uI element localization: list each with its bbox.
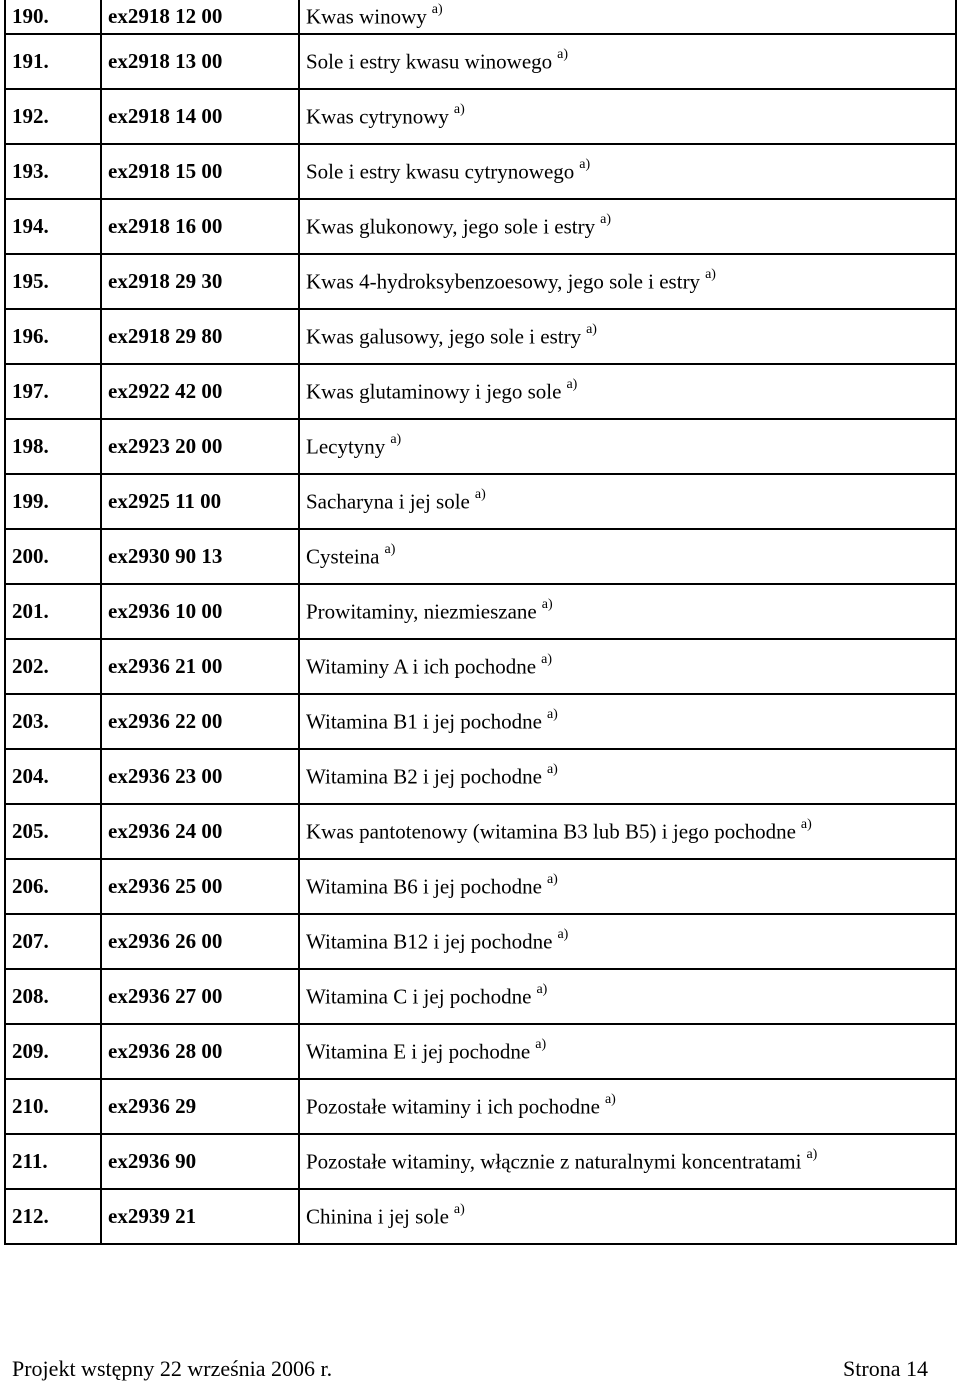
row-number: 212.	[5, 1189, 101, 1244]
footer-project-date: Projekt wstępny 22 września 2006 r.	[12, 1356, 333, 1381]
product-description: Pozostałe witaminy, włącznie z naturalnymi koncentratami	[306, 1149, 802, 1174]
footnote-marker: a)	[579, 157, 591, 173]
row-number: 193.	[5, 144, 101, 199]
tariff-table-body	[5, 0, 956, 1244]
product-description-cell	[299, 1079, 956, 1134]
product-description-cell	[299, 254, 956, 309]
product-description-cell	[299, 0, 956, 34]
product-description: Kwas galusowy, jego sole i estry	[306, 324, 582, 349]
footnote-marker: a)	[566, 377, 578, 393]
cn-code: ex2918 29 30	[101, 254, 299, 309]
row-number: 211.	[5, 1134, 101, 1189]
table-row	[5, 1024, 956, 1079]
row-number: 196.	[5, 309, 101, 364]
product-description-cell	[299, 309, 956, 364]
product-description-cell	[299, 34, 956, 89]
footnote-marker: a)	[586, 322, 597, 338]
product-description: Witamina B12 i jej pochodne	[306, 929, 553, 954]
footnote-marker: a)	[541, 597, 553, 613]
table-row	[5, 529, 956, 584]
footnote-marker: a)	[541, 652, 553, 668]
row-number: 210.	[5, 1079, 101, 1134]
product-description-cell	[299, 199, 956, 254]
product-description: Witaminy A i ich pochodne	[306, 654, 537, 679]
cn-code: ex2922 42 00	[101, 364, 299, 419]
tariff-table	[4, 0, 957, 1245]
product-description-cell	[299, 1024, 956, 1079]
cn-code: ex2918 29 80	[101, 309, 299, 364]
table-row	[5, 584, 956, 639]
product-description-cell	[299, 1134, 956, 1189]
product-description-cell	[299, 89, 956, 144]
footnote-marker: a)	[474, 487, 486, 503]
cn-code: ex2925 11 00	[101, 474, 299, 529]
table-row	[5, 1134, 956, 1189]
table-row	[5, 144, 956, 199]
row-number: 202.	[5, 639, 101, 694]
product-description-cell	[299, 364, 956, 419]
product-description: Witamina C i jej pochodne	[306, 984, 532, 1009]
product-description: Sole i estry kwasu cytrynowego	[306, 159, 575, 184]
product-description-cell	[299, 1189, 956, 1244]
cn-code: ex2936 22 00	[101, 694, 299, 749]
cn-code: ex2936 10 00	[101, 584, 299, 639]
row-number: 194.	[5, 199, 101, 254]
product-description: Sacharyna i jej sole	[306, 489, 470, 514]
product-description: Witamina B6 i jej pochodne	[306, 874, 542, 899]
product-description: Kwas pantotenowy (witamina B3 lub B5) i jego pochodne	[306, 819, 796, 844]
table-row	[5, 804, 956, 859]
product-description: Prowitaminy, niezmieszane	[306, 599, 537, 624]
footnote-marker: a)	[806, 1147, 818, 1163]
table-row	[5, 1079, 956, 1134]
cn-code: ex2923 20 00	[101, 419, 299, 474]
row-number: 207.	[5, 914, 101, 969]
product-description: Witamina B2 i jej pochodne	[306, 764, 542, 789]
cn-code: ex2936 90	[101, 1134, 299, 1189]
footnote-marker: a)	[705, 267, 716, 283]
row-number: 206.	[5, 859, 101, 914]
product-description-cell	[299, 474, 956, 529]
product-description-cell	[299, 859, 956, 914]
product-description: Kwas glukonowy, jego sole i estry	[306, 214, 596, 239]
cn-code: ex2918 15 00	[101, 144, 299, 199]
table-row	[5, 309, 956, 364]
cn-code: ex2936 28 00	[101, 1024, 299, 1079]
cn-code: ex2918 13 00	[101, 34, 299, 89]
row-number: 192.	[5, 89, 101, 144]
product-description-cell	[299, 694, 956, 749]
row-number: 208.	[5, 969, 101, 1024]
cn-code: ex2936 27 00	[101, 969, 299, 1024]
table-row	[5, 694, 956, 749]
table-row	[5, 0, 956, 34]
row-number: 205.	[5, 804, 101, 859]
footnote-marker: a)	[557, 47, 569, 63]
product-description-cell	[299, 144, 956, 199]
product-description: Kwas cytrynowy	[306, 104, 449, 129]
row-number: 199.	[5, 474, 101, 529]
cn-code: ex2936 25 00	[101, 859, 299, 914]
product-description: Pozostałe witaminy i ich pochodne	[306, 1094, 600, 1119]
footnote-marker: a)	[431, 2, 443, 18]
row-number: 195.	[5, 254, 101, 309]
cn-code: ex2936 26 00	[101, 914, 299, 969]
table-row	[5, 639, 956, 694]
row-number: 204.	[5, 749, 101, 804]
footer-page-number: Strona 14	[843, 1356, 928, 1381]
product-description: Chinina i jej sole	[306, 1204, 449, 1229]
footnote-marker: a)	[384, 542, 396, 558]
row-number: 198.	[5, 419, 101, 474]
footnote-marker: a)	[546, 872, 558, 888]
product-description: Kwas winowy	[306, 4, 427, 29]
table-row	[5, 199, 956, 254]
product-description: Lecytyny	[306, 434, 386, 459]
footnote-marker: a)	[800, 817, 812, 833]
table-row	[5, 969, 956, 1024]
footnote-marker: a)	[546, 762, 558, 778]
table-row	[5, 34, 956, 89]
product-description: Sole i estry kwasu winowego	[306, 49, 553, 74]
page-footer	[12, 1358, 928, 1380]
row-number: 203.	[5, 694, 101, 749]
row-number: 197.	[5, 364, 101, 419]
table-row	[5, 89, 956, 144]
table-row	[5, 254, 956, 309]
product-description-cell	[299, 804, 956, 859]
table-row	[5, 859, 956, 914]
cn-code: ex2936 21 00	[101, 639, 299, 694]
footnote-marker: a)	[453, 102, 465, 118]
row-number: 209.	[5, 1024, 101, 1079]
product-description-cell	[299, 749, 956, 804]
cn-code: ex2936 23 00	[101, 749, 299, 804]
cn-code: ex2918 16 00	[101, 199, 299, 254]
product-description-cell	[299, 419, 956, 474]
product-description: Witamina B1 i jej pochodne	[306, 709, 542, 734]
table-row	[5, 419, 956, 474]
cn-code: ex2939 21	[101, 1189, 299, 1244]
footnote-marker: a)	[390, 432, 402, 448]
cn-code: ex2918 12 00	[101, 0, 299, 34]
product-description-cell	[299, 529, 956, 584]
product-description: Kwas 4-hydroksybenzoesowy, jego sole i estry	[306, 269, 701, 294]
row-number: 201.	[5, 584, 101, 639]
cn-code: ex2930 90 13	[101, 529, 299, 584]
cn-code: ex2936 29	[101, 1079, 299, 1134]
footnote-marker: a)	[557, 927, 569, 943]
row-number: 200.	[5, 529, 101, 584]
row-number: 191.	[5, 34, 101, 89]
product-description-cell	[299, 914, 956, 969]
footnote-marker: a)	[535, 1037, 547, 1053]
footnote-marker: a)	[604, 1092, 616, 1108]
product-description-cell	[299, 639, 956, 694]
table-row	[5, 749, 956, 804]
product-description: Witamina E i jej pochodne	[306, 1039, 531, 1064]
footnote-marker: a)	[546, 707, 558, 723]
product-description-cell	[299, 584, 956, 639]
table-row	[5, 474, 956, 529]
row-number: 190.	[5, 0, 101, 34]
table-row	[5, 914, 956, 969]
product-description: Cysteina	[306, 544, 380, 569]
cn-code: ex2936 24 00	[101, 804, 299, 859]
footnote-marker: a)	[536, 982, 548, 998]
table-row	[5, 1189, 956, 1244]
footnote-marker: a)	[600, 212, 611, 228]
product-description: Kwas glutaminowy i jego sole	[306, 379, 562, 404]
product-description-cell	[299, 969, 956, 1024]
table-row	[5, 364, 956, 419]
footnote-marker: a)	[453, 1202, 465, 1218]
cn-code: ex2918 14 00	[101, 89, 299, 144]
